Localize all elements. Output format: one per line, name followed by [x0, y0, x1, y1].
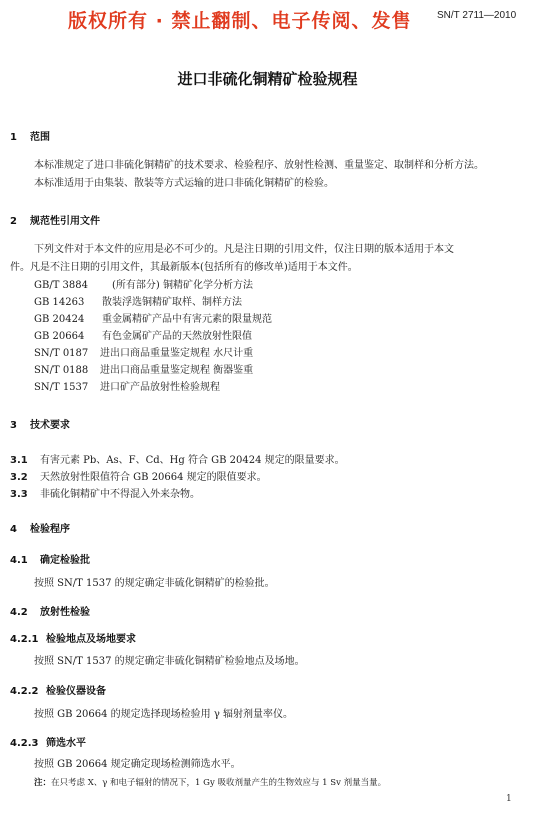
paragraph: 本标准规定了进口非硫化铜精矿的技术要求、检验程序、放射性检测、重量鉴定、取制样和分析方法。 — [34, 160, 484, 171]
section-title: 规范性引用文件 — [30, 216, 100, 227]
subsection-number: 4.2.1 — [10, 634, 39, 645]
clause-text: 有害元素 Pb、As、F、Cd、Hg 符合 GB 20424 规定的限量要求。 — [40, 455, 345, 466]
section-title: 技术要求 — [30, 420, 70, 431]
ref-title: (所有部分) 铜精矿化学分析方法 — [112, 280, 253, 291]
note — [34, 776, 386, 788]
clause-text: 天然放射性限值符合 GB 20664 规定的限值要求。 — [40, 472, 267, 483]
subsection-title: 筛选水平 — [46, 738, 86, 749]
paragraph: 按照 SN/T 1537 的规定确定非硫化铜精矿检验地点及场地。 — [34, 656, 305, 667]
paragraph: 本标准适用于由集装、散装等方式运输的进口非硫化铜精矿的检验。 — [34, 178, 334, 189]
reference-item — [34, 328, 252, 345]
ref-code: GB/T 3884 — [34, 280, 89, 291]
section-title: 检验程序 — [30, 524, 70, 535]
note-text: 在只考虑 X、γ 和电子辐射的情况下，1 Gy 吸收剂量产生的生物效应与 1 Sv 剂量当量。 — [51, 778, 387, 788]
subsection-heading — [10, 630, 136, 645]
clause-number: 3.2 — [10, 472, 28, 483]
ref-title: 重金属精矿产品中有害元素的限量规范 — [102, 314, 272, 325]
subsection-title: 检验仪器设备 — [46, 686, 106, 697]
ref-title: 进出口商品重量鉴定规程 衡器鉴重 — [100, 365, 254, 376]
paragraph: 下列文件对于本文件的应用是必不可少的。凡是注日期的引用文件，仅注日期的版本适用于本文 — [34, 244, 454, 255]
section-number: 4 — [10, 524, 17, 535]
ref-title: 进口矿产品放射性检验规程 — [100, 382, 220, 393]
subsection-heading — [10, 734, 86, 749]
ref-title: 散装浮选铜精矿取样、制样方法 — [102, 297, 242, 308]
subsection-title: 放射性检验 — [40, 607, 90, 618]
ref-code: SN/T 0187 — [34, 348, 89, 359]
standard-number: SN/T 2711—2010 — [437, 10, 517, 21]
paragraph: 按照 SN/T 1537 的规定确定非硫化铜精矿的检验批。 — [34, 578, 275, 589]
paragraph: 件。凡是不注日期的引用文件，其最新版本(包括所有的修改单)适用于本文件。 — [10, 262, 358, 273]
subsection-number: 4.1 — [10, 555, 28, 566]
clause-number: 3.1 — [10, 455, 28, 466]
note-label: 注： — [34, 778, 52, 788]
page-number: 1 — [506, 794, 512, 804]
reference-item — [34, 294, 242, 311]
subsection-title: 检验地点及场地要求 — [46, 634, 136, 645]
ref-code: SN/T 1537 — [34, 382, 89, 393]
ref-title: 有色金属矿产品的天然放射性限值 — [102, 331, 252, 342]
ref-code: GB 20664 — [34, 331, 85, 342]
section-3-heading — [10, 416, 70, 431]
clause — [10, 468, 267, 483]
section-number: 3 — [10, 420, 17, 431]
section-title: 范围 — [30, 132, 50, 143]
reference-item — [34, 277, 253, 294]
subsection-number: 4.2 — [10, 607, 28, 618]
clause-number: 3.3 — [10, 489, 28, 500]
paragraph: 按照 GB 20664 的规定选择现场检验用 γ 辐射剂量率仪。 — [34, 709, 294, 720]
ref-code: SN/T 0188 — [34, 365, 89, 376]
subsection-number: 4.2.3 — [10, 738, 39, 749]
paragraph: 按照 GB 20664 规定确定现场检测筛选水平。 — [34, 759, 241, 770]
reference-item — [34, 311, 272, 328]
reference-item — [34, 345, 253, 362]
watermark: 版权所有 · 禁止翻制、电子传阅、发售 — [68, 10, 412, 32]
section-1-heading — [10, 128, 50, 143]
subsection-heading — [10, 682, 106, 697]
clause — [10, 485, 200, 500]
page-title: 进口非硫化铜精矿检验规程 — [177, 70, 358, 88]
reference-item — [34, 379, 220, 396]
ref-code: GB 14263 — [34, 297, 85, 308]
subsection-heading — [10, 603, 90, 618]
clause — [10, 451, 345, 466]
section-number: 1 — [10, 132, 17, 143]
subsection-title: 确定检验批 — [40, 555, 90, 566]
clause-text: 非硫化铜精矿中不得混入外来杂物。 — [40, 489, 200, 500]
ref-code: GB 20424 — [34, 314, 85, 325]
subsection-heading — [10, 551, 90, 566]
reference-item — [34, 362, 253, 379]
subsection-number: 4.2.2 — [10, 686, 39, 697]
section-number: 2 — [10, 216, 17, 227]
section-2-heading — [10, 212, 100, 227]
ref-title: 进出口商品重量鉴定规程 水尺计重 — [100, 348, 254, 359]
section-4-heading — [10, 520, 70, 535]
